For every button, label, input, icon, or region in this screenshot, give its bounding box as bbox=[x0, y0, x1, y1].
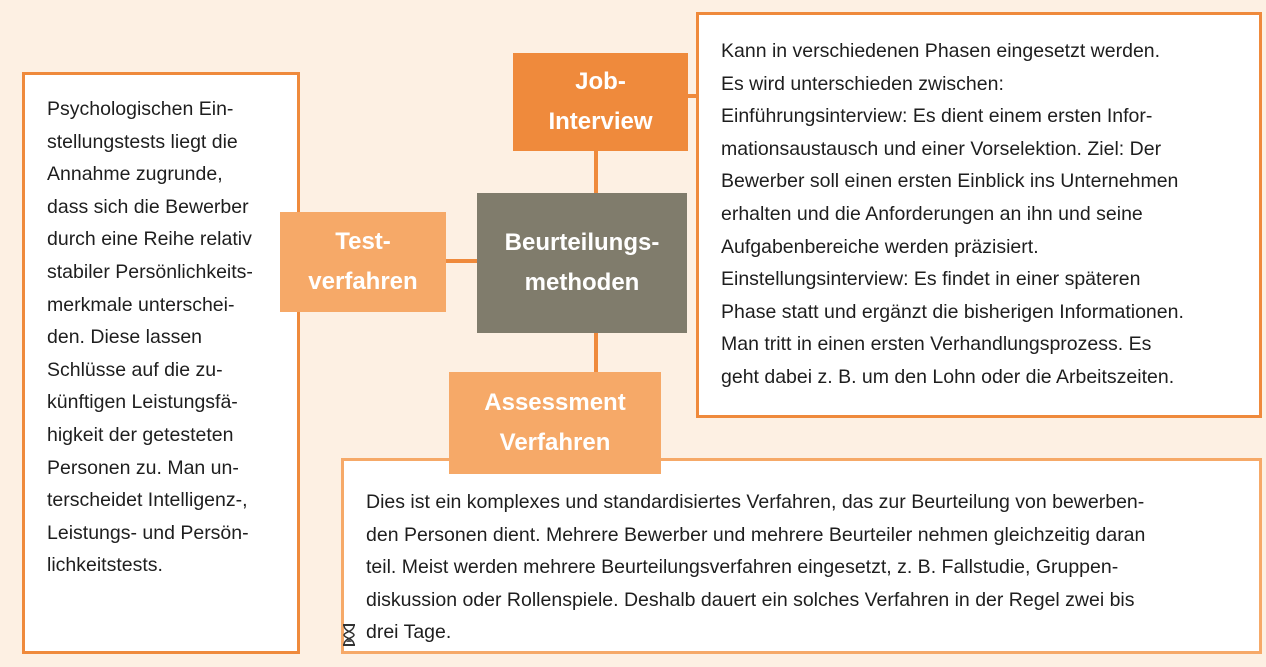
connector-center-job bbox=[594, 150, 598, 194]
test-line-1: stellungstests liegt die bbox=[47, 130, 238, 153]
connector-center-test bbox=[444, 259, 478, 263]
assessment-node-line-0: Assessment bbox=[484, 389, 626, 416]
assessment-line-3: diskussion oder Rollenspiele. Deshalb dauert ein solches Verfahren in der Regel zwei bis bbox=[366, 588, 1135, 611]
assessment-line-1: den Personen dient. Mehrere Bewerber und mehrere Beurteiler nehmen gleichzeitig daran bbox=[366, 523, 1146, 546]
center-node-beurteilungsmethoden bbox=[477, 193, 687, 333]
job-node-line-0: Job- bbox=[575, 68, 626, 95]
assessment-line-2: teil. Meist werden mehrere Beurteilungsverfahren eingesetzt, z. B. Fallstudie, Gruppen- bbox=[366, 556, 1119, 579]
wait-cursor-icon bbox=[336, 622, 364, 650]
job-line-4: Bewerber soll einen ersten Einblick ins Unternehmen bbox=[721, 170, 1179, 193]
job-line-0: Kann in verschiedenen Phasen eingesetzt werden. bbox=[721, 40, 1161, 62]
job-line-10: geht dabei z. B. um den Lohn oder die Arbeitszeiten. bbox=[721, 365, 1175, 388]
job-line-2: Einführungsinterview: Es dient einem ersten Infor- bbox=[721, 105, 1153, 128]
job-line-1: Es wird unterschieden zwischen: bbox=[721, 72, 1004, 95]
assessment-node-line-1: Verfahren bbox=[499, 429, 611, 456]
test-line-9: künftigen Leistungsfä- bbox=[47, 391, 238, 414]
job-line-7: Einstellungsinterview: Es findet in einer späteren bbox=[721, 268, 1141, 291]
assessment-description-box bbox=[341, 458, 1262, 654]
test-line-4: durch eine Reihe relativ bbox=[47, 228, 252, 251]
test-line-14: lichkeitstests. bbox=[47, 554, 163, 577]
assessment-line-4: drei Tage. bbox=[366, 621, 452, 644]
test-line-6: merkmale unterschei- bbox=[47, 293, 235, 316]
test-node-line-0: Test- bbox=[335, 228, 391, 255]
test-line-2: Annahme zugrunde, bbox=[47, 163, 223, 186]
test-line-12: terscheidet Intelligenz-, bbox=[47, 489, 248, 512]
job-line-9: Man tritt in einen ersten Verhandlungsprozess. Es bbox=[721, 333, 1152, 356]
job-interview-description-box bbox=[696, 12, 1262, 418]
assessment-line-0: Dies ist ein komplexes und standardisiertes Verfahren, das zur Beurteilung von bewerben- bbox=[366, 491, 1145, 513]
test-line-0: Psychologischen Ein- bbox=[47, 98, 234, 120]
test-description-box bbox=[22, 72, 300, 654]
test-line-13: Leistungs- und Persön- bbox=[47, 521, 249, 544]
connector-center-assessment bbox=[594, 332, 598, 374]
center-line-1: methoden bbox=[524, 269, 640, 296]
node-testverfahren bbox=[280, 212, 446, 312]
test-line-11: Personen zu. Man un- bbox=[47, 456, 239, 479]
job-line-5: erhalten und die Anforderungen an ihn und seine bbox=[721, 202, 1143, 225]
test-line-7: den. Diese lassen bbox=[47, 326, 203, 349]
node-assessment-verfahren bbox=[449, 372, 661, 474]
job-line-3: mationsaustausch und einer Vorselektion. Ziel: Der bbox=[721, 137, 1162, 160]
test-line-8: Schlüsse auf die zu- bbox=[47, 358, 223, 381]
job-line-6: Aufgabenbereiche werden präzisiert. bbox=[721, 235, 1039, 258]
test-line-10: higkeit der getesteten bbox=[47, 423, 234, 446]
job-line-8: Phase statt und ergänzt die bisherigen Informationen. bbox=[721, 300, 1184, 323]
center-line-0: Beurteilungs- bbox=[504, 229, 660, 256]
test-line-5: stabiler Persönlichkeits- bbox=[47, 260, 253, 283]
test-line-3: dass sich die Bewerber bbox=[47, 195, 249, 218]
node-job-interview bbox=[513, 53, 688, 151]
job-node-line-1: Interview bbox=[548, 108, 653, 135]
test-node-line-1: verfahren bbox=[308, 268, 418, 295]
